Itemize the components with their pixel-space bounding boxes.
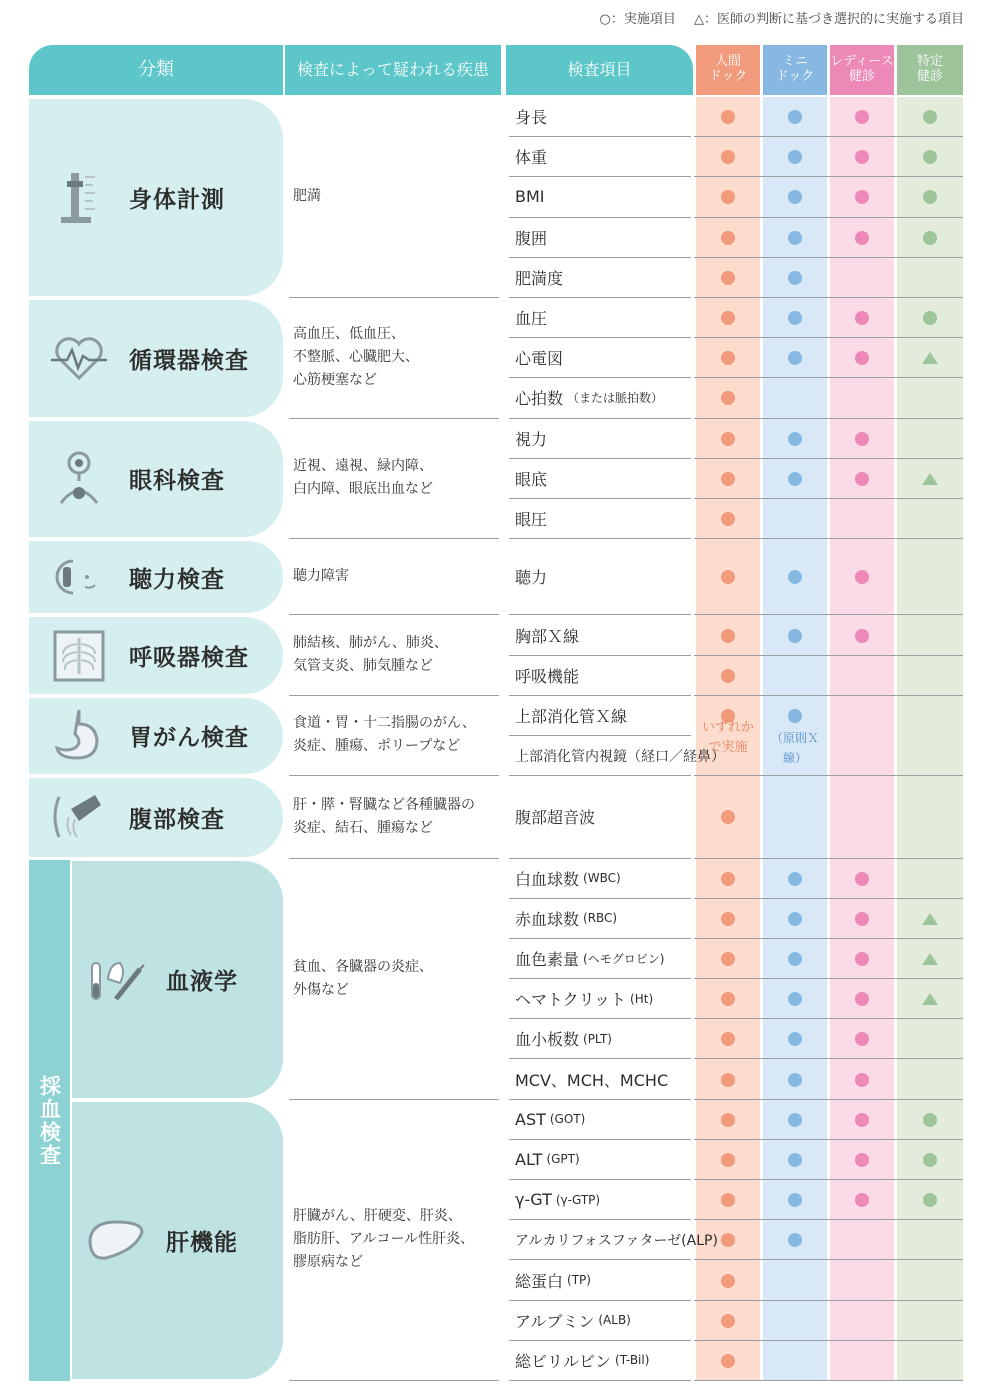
category-eye xyxy=(29,421,283,538)
exam-item-sub: (GOT) xyxy=(549,1112,586,1127)
exam-item xyxy=(509,258,691,298)
circle-mark xyxy=(788,472,802,486)
exam-item xyxy=(509,1059,691,1099)
height-scale-icon xyxy=(49,167,109,227)
circle-mark xyxy=(721,432,735,446)
circle-mark xyxy=(721,1153,735,1167)
circle-mark xyxy=(855,872,869,886)
chest-xray-icon xyxy=(49,626,109,686)
exam-item-name: 肥満度 xyxy=(515,268,564,288)
header-ningen-dock: 人間 ドック xyxy=(696,45,760,95)
circle-mark xyxy=(788,1113,802,1127)
exam-item xyxy=(509,499,691,539)
exam-item xyxy=(509,218,691,258)
exam-item-name: 胸部Ｘ線 xyxy=(515,626,580,646)
circle-mark xyxy=(721,231,735,245)
exam-item-name: 呼吸機能 xyxy=(515,666,580,686)
category-label: 循環器検査 xyxy=(129,347,249,374)
exam-item-name: 総ビリルビン xyxy=(515,1351,612,1371)
circle-mark xyxy=(721,472,735,486)
exam-item xyxy=(509,1140,691,1180)
exam-item-sub: (PLT) xyxy=(583,1031,612,1046)
circle-mark xyxy=(721,629,735,643)
blood-test-icon xyxy=(86,949,146,1009)
category-label: 身体計測 xyxy=(129,186,225,213)
exam-item xyxy=(509,615,691,655)
exam-item xyxy=(509,1180,691,1220)
category-label: 聴力検査 xyxy=(129,566,225,593)
exam-item-sub: (Ht) xyxy=(630,991,654,1006)
legend xyxy=(586,8,964,27)
stomach-icon xyxy=(49,706,109,766)
circle-mark xyxy=(788,271,802,285)
exam-item-name: 上部消化管内視鏡（経口／経鼻） xyxy=(515,748,725,765)
circle-mark xyxy=(721,110,735,124)
circle-mark xyxy=(923,1113,937,1127)
circle-mark xyxy=(923,1153,937,1167)
circle-mark xyxy=(721,952,735,966)
exam-item xyxy=(509,979,691,1019)
exam-item-name: アルカリフォスファターゼ(ALP) xyxy=(515,1232,718,1249)
exam-item-sub: (ヘモグロビン) xyxy=(583,952,665,967)
exam-item xyxy=(509,1301,691,1341)
exam-item-name: 腹囲 xyxy=(515,228,548,248)
exam-item xyxy=(509,97,691,137)
exam-item xyxy=(509,736,725,776)
circle-mark xyxy=(855,110,869,124)
exam-item-name: 心拍数 xyxy=(515,389,564,409)
category-label: 腹部検査 xyxy=(129,806,225,833)
circle-mark xyxy=(721,1073,735,1087)
legend-circle: ○：実施項目 xyxy=(599,12,676,27)
circle-mark xyxy=(788,432,802,446)
exam-item-name: 体重 xyxy=(515,148,548,168)
exam-item-sub: (WBC) xyxy=(583,871,621,886)
disease-cell: 肥満 xyxy=(289,97,499,298)
liver-icon xyxy=(86,1210,146,1270)
category-stomach-cancer xyxy=(29,698,283,774)
circle-mark xyxy=(788,629,802,643)
circle-mark xyxy=(788,1073,802,1087)
legend-triangle: △：医師の判断に基づき選択的に実施する項目 xyxy=(694,12,964,27)
exam-item-name: 赤血球数 xyxy=(515,909,580,929)
header-tokutei: 特定 健診 xyxy=(897,45,963,95)
heartbeat-icon xyxy=(49,328,109,388)
category-label: 肝機能 xyxy=(166,1229,238,1256)
exam-item xyxy=(509,378,691,418)
exam-item xyxy=(509,459,691,499)
hearing-icon xyxy=(49,547,109,607)
circle-mark xyxy=(855,1073,869,1087)
header-disease: 検査によって疑われる疾患 xyxy=(285,45,501,95)
circle-mark xyxy=(788,311,802,325)
exam-item-name: 血圧 xyxy=(515,309,548,329)
category-liver xyxy=(72,1102,283,1379)
exam-item-name: 血小板数 xyxy=(515,1030,580,1050)
exam-item xyxy=(509,859,691,899)
category-respiratory xyxy=(29,617,283,693)
exam-item-name: 血色素量 xyxy=(515,950,580,970)
header-item: 検査項目 xyxy=(506,45,693,95)
circle-mark xyxy=(721,311,735,325)
exam-item-name: ヘマトクリット xyxy=(515,990,627,1010)
circle-mark xyxy=(788,110,802,124)
exam-table xyxy=(29,45,963,1381)
header-mini-dock: ミニ ドック xyxy=(763,45,827,95)
ultrasound-icon xyxy=(49,787,109,847)
circle-mark xyxy=(855,1153,869,1167)
circle-mark xyxy=(721,512,735,526)
circle-mark xyxy=(923,311,937,325)
exam-item xyxy=(509,419,691,459)
disease-cell: 高血圧、低血圧、 不整脈、心臓肥大、 心筋梗塞など xyxy=(289,298,499,419)
exam-item xyxy=(509,1019,691,1059)
exam-item-name: 視力 xyxy=(515,429,548,449)
exam-item-name: 眼圧 xyxy=(515,509,548,529)
exam-item xyxy=(509,338,691,378)
exam-item-name: 白血球数 xyxy=(515,869,580,889)
exam-item xyxy=(509,776,691,858)
circle-mark xyxy=(721,1314,735,1328)
exam-item xyxy=(509,137,691,177)
category-cardio xyxy=(29,300,283,417)
circle-mark xyxy=(855,1113,869,1127)
circle-mark xyxy=(721,271,735,285)
exam-item xyxy=(509,177,691,217)
disease-cell: 肝・膵・腎臓など各種臓器の 炎症、結石、腫瘍など xyxy=(289,776,499,858)
circle-mark xyxy=(721,1274,735,1288)
disease-cell: 近視、遠視、緑内障、 白内障、眼底出血など xyxy=(289,419,499,540)
circle-mark xyxy=(855,912,869,926)
triangle-mark xyxy=(922,913,938,925)
exam-item-name: MCV、MCH、MCHC xyxy=(515,1070,669,1090)
category-label: 呼吸器検査 xyxy=(129,645,249,672)
exam-item xyxy=(509,298,691,338)
exam-item-name: アルブミン xyxy=(515,1311,595,1331)
disease-cell: 肺結核、肺がん、肺炎、 気管支炎、肺気腫など xyxy=(289,615,499,695)
exam-item-name: ALT xyxy=(515,1149,543,1169)
category-abdominal xyxy=(29,778,283,856)
circle-mark xyxy=(788,231,802,245)
circle-mark xyxy=(855,629,869,643)
category-hearing xyxy=(29,541,283,613)
note-either: いずれか で実施 xyxy=(701,719,754,755)
exam-item xyxy=(509,656,691,696)
category-body-measurement xyxy=(29,99,283,296)
circle-mark xyxy=(855,231,869,245)
disease-cell: 聴力障害 xyxy=(289,539,499,615)
circle-mark xyxy=(721,872,735,886)
exam-item-name: BMI xyxy=(515,187,545,207)
exam-item-sub: (T-Bil) xyxy=(615,1353,650,1368)
category-label: 血液学 xyxy=(166,968,238,995)
exam-item-name: 眼底 xyxy=(515,469,548,489)
exam-item-sub: (RBC) xyxy=(583,911,618,926)
category-label: 胃がん検査 xyxy=(129,725,249,752)
note-xray-principle: （原則Ｘ線） xyxy=(770,730,819,765)
circle-mark xyxy=(855,432,869,446)
triangle-mark xyxy=(922,352,938,364)
exam-item-sub: (TP) xyxy=(567,1273,591,1288)
exam-item xyxy=(509,1341,691,1381)
triangle-mark xyxy=(922,953,938,965)
exam-item-sub: (γ-GTP) xyxy=(555,1192,601,1207)
triangle-mark xyxy=(922,473,938,485)
circle-mark xyxy=(855,472,869,486)
disease-cell: 肝臓がん、肝硬変、肝炎、 脂肪肝、アルコール性肝炎、 膠原病など xyxy=(289,1100,499,1381)
exam-item xyxy=(509,539,691,615)
circle-mark xyxy=(923,231,937,245)
circle-mark xyxy=(721,1354,735,1368)
circle-mark xyxy=(721,1113,735,1127)
exam-item-sub: （または脈拍数） xyxy=(567,391,664,406)
circle-mark xyxy=(788,872,802,886)
exam-item-name: γ-GT xyxy=(515,1190,552,1210)
exam-item xyxy=(509,1220,718,1260)
exam-item-name: AST xyxy=(515,1109,546,1129)
blood-test-group-label: 採血検査 xyxy=(37,1074,62,1167)
exam-item-name: 心電図 xyxy=(515,349,564,369)
circle-mark xyxy=(788,1153,802,1167)
exam-item-name: 総蛋白 xyxy=(515,1271,564,1291)
exam-item-sub: (GPT) xyxy=(546,1152,580,1167)
header-ladies: レディース 健診 xyxy=(830,45,894,95)
circle-mark xyxy=(788,952,802,966)
circle-mark xyxy=(721,912,735,926)
circle-mark xyxy=(855,311,869,325)
circle-mark xyxy=(788,912,802,926)
exam-item-name: 身長 xyxy=(515,108,548,128)
circle-mark xyxy=(923,110,937,124)
exam-item xyxy=(509,696,691,736)
circle-mark xyxy=(721,669,735,683)
exam-item xyxy=(509,1100,691,1140)
blood-test-group xyxy=(29,860,70,1381)
disease-cell: 貧血、各臓器の炎症、 外傷など xyxy=(289,859,499,1100)
exam-item-name: 聴力 xyxy=(515,568,548,588)
category-label: 眼科検査 xyxy=(129,468,225,495)
exam-item xyxy=(509,899,691,939)
triangle-mark xyxy=(922,993,938,1005)
disease-cell: 食道・胃・十二指腸のがん、 炎症、腫瘍、ポリープなど xyxy=(289,696,499,776)
exam-item-sub: (ALB) xyxy=(598,1313,631,1328)
exam-item xyxy=(509,939,691,979)
exam-item-name: 上部消化管Ｘ線 xyxy=(515,706,628,726)
eye-exam-icon xyxy=(49,449,109,509)
header-category: 分類 xyxy=(29,45,283,95)
circle-mark xyxy=(788,709,802,723)
category-hematology xyxy=(72,861,283,1098)
circle-mark xyxy=(855,952,869,966)
exam-item-name: 腹部超音波 xyxy=(515,808,596,828)
exam-item xyxy=(509,1260,691,1300)
